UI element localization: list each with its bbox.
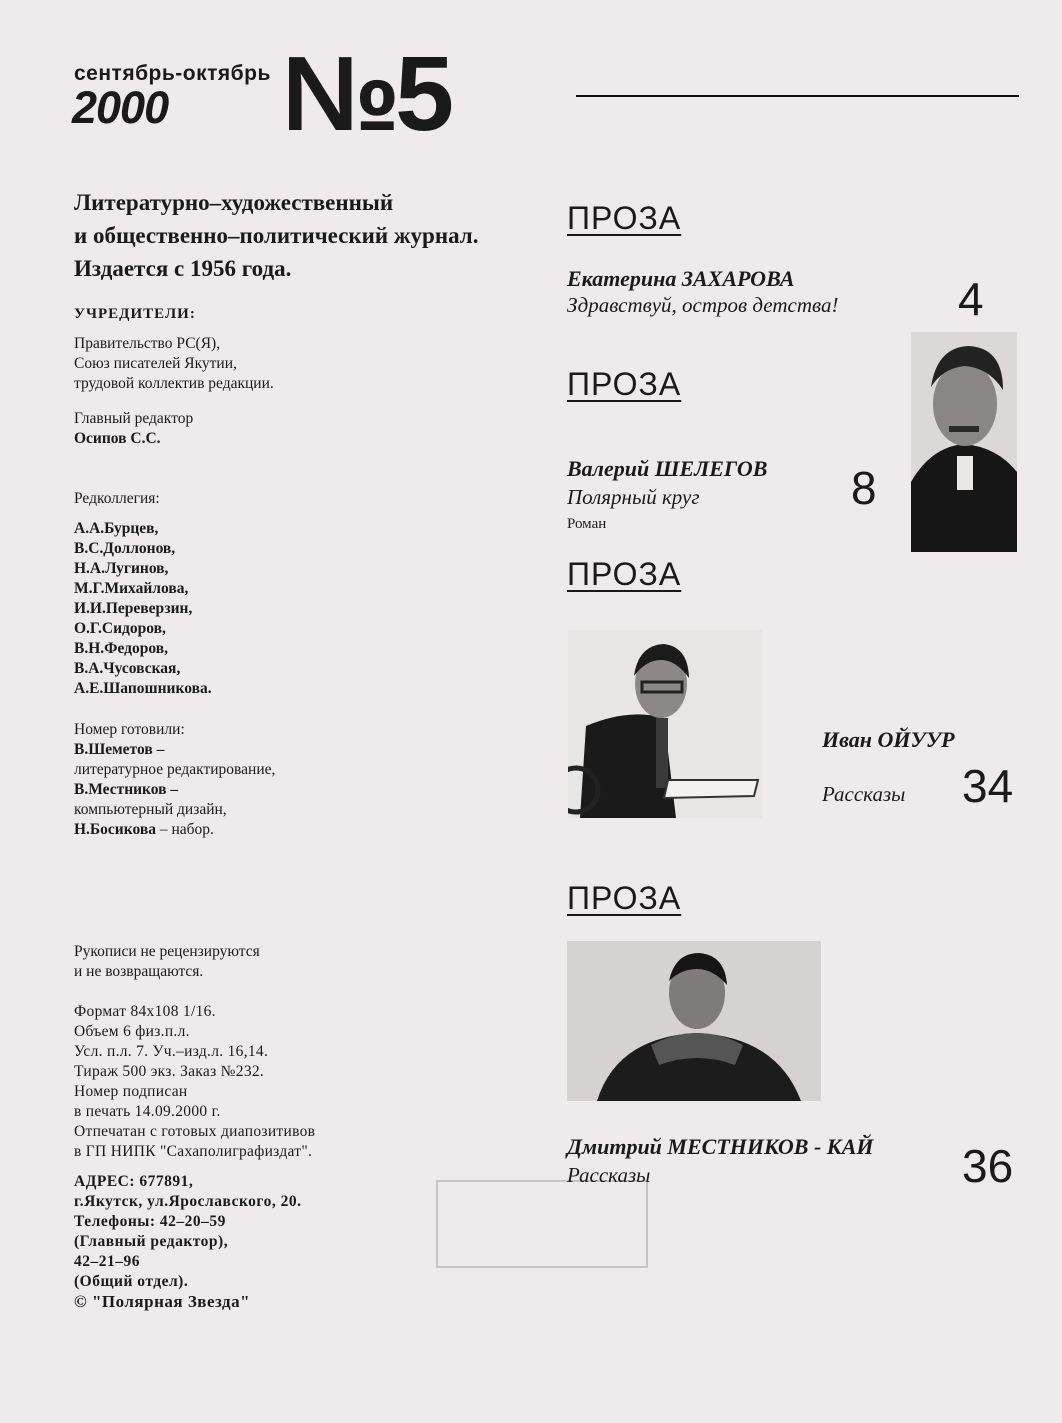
section-heading: ПРОЗА	[567, 556, 682, 592]
prepared-role: компьютерный дизайн,	[74, 801, 227, 818]
prepared-name: Н.Босикова	[74, 821, 156, 838]
board-member: В.Н.Федоров,	[74, 640, 168, 657]
founder: Союз писателей Якутии,	[74, 355, 237, 372]
chief-editor	[74, 409, 494, 449]
address-line: (Главный редактор),	[74, 1233, 229, 1250]
founder: Правительство РС(Я),	[74, 335, 221, 352]
page-number: 36	[962, 1140, 1014, 1192]
entry-title[interactable]: Рассказы	[822, 782, 906, 806]
print-line: Номер подписан	[74, 1083, 188, 1100]
prepared-role: литературное редактирование,	[74, 761, 276, 778]
chief-editor-name: Осипов С.С.	[74, 430, 161, 447]
address-line: (Общий отдел).	[74, 1273, 189, 1290]
prepared-name: В.Местников –	[74, 781, 179, 798]
page-number: 8	[851, 462, 877, 514]
prepared-name: В.Шеметов –	[74, 741, 165, 758]
board-member: М.Г.Михайлова,	[74, 580, 189, 597]
founder: трудовой коллектив редакции.	[74, 375, 274, 392]
board-heading: Редколлегия:	[74, 490, 160, 507]
board-member: А.А.Бурцев,	[74, 520, 159, 537]
section-heading: ПРОЗА	[567, 366, 682, 402]
entry-author[interactable]: Дмитрий МЕСТНИКОВ - КАЙ	[567, 1134, 874, 1159]
entry-author[interactable]: Екатерина ЗАХАРОВА	[567, 266, 795, 291]
address-line: г.Якутск, ул.Ярославского, 20.	[74, 1193, 302, 1210]
board-member: И.И.Переверзин,	[74, 600, 193, 617]
note-line: и не возвращаются.	[74, 963, 204, 980]
board-member: Н.А.Лугинов,	[74, 560, 169, 577]
section-heading: ПРОЗА	[567, 880, 682, 916]
founders-heading: УЧРЕДИТЕЛИ:	[74, 306, 196, 322]
issue-number: №5	[282, 35, 450, 153]
manuscripts-note	[74, 942, 494, 982]
library-stamp	[436, 1180, 648, 1268]
address-line: 42–21–96	[74, 1253, 140, 1270]
board-member: О.Г.Сидоров,	[74, 620, 166, 637]
entry-title[interactable]: Полярный круг	[567, 485, 700, 509]
copyright: © "Полярная Звезда"	[74, 1292, 251, 1311]
print-line: Формат 84х108 1/16.	[74, 1003, 216, 1020]
entry-title[interactable]: Рассказы	[567, 1163, 651, 1187]
description-line: и общественно–политический журнал.	[74, 223, 479, 248]
address-line: АДРЕС: 677891,	[74, 1173, 194, 1190]
page-number: 34	[962, 760, 1014, 812]
description-line: Литературно–художественный	[74, 190, 394, 215]
founders-list	[74, 334, 494, 394]
print-line: Отпечатан с готовых диапозитивов	[74, 1123, 316, 1140]
prepared-role: – набор.	[155, 821, 214, 838]
author-photo	[567, 941, 821, 1101]
description-line: Издается с 1956 года.	[74, 256, 292, 281]
address-line: Телефоны: 42–20–59	[74, 1213, 226, 1230]
issue-months: сентябрь-октябрь	[74, 62, 271, 85]
section-heading: ПРОЗА	[567, 200, 682, 236]
note-line: Рукописи не рецензируются	[74, 943, 260, 960]
issue-year: 2000	[72, 82, 169, 133]
board-member: В.А.Чусовская,	[74, 660, 181, 677]
print-info	[74, 1002, 494, 1162]
print-line: в печать 14.09.2000 г.	[74, 1103, 221, 1120]
author-photo	[568, 630, 762, 818]
print-line: Тираж 500 экз. Заказ №232.	[74, 1063, 265, 1080]
board-member: А.Е.Шапошникова.	[74, 680, 212, 697]
entry-author[interactable]: Валерий ШЕЛЕГОВ	[567, 456, 768, 481]
header-rule	[576, 95, 1019, 97]
address-block	[74, 1172, 494, 1312]
entry-title[interactable]: Здравствуй, остров детства!	[567, 293, 839, 317]
print-line: в ГП НИПК "Сахаполиграфиздат".	[74, 1143, 313, 1160]
entry-author[interactable]: Иван ОЙУУР	[822, 727, 955, 752]
chief-editor-label: Главный редактор	[74, 410, 194, 427]
prepared-by	[74, 720, 494, 840]
print-line: Усл. п.л. 7. Уч.–изд.л. 16,14.	[74, 1043, 269, 1060]
board-list	[74, 519, 494, 699]
journal-description	[74, 186, 574, 285]
entry-genre: Роман	[567, 516, 607, 532]
print-line: Объем 6 физ.п.л.	[74, 1023, 190, 1040]
author-photo	[911, 332, 1017, 552]
board-member: В.С.Доллонов,	[74, 540, 176, 557]
page-number: 4	[958, 273, 984, 325]
prepared-heading: Номер готовили:	[74, 721, 185, 738]
